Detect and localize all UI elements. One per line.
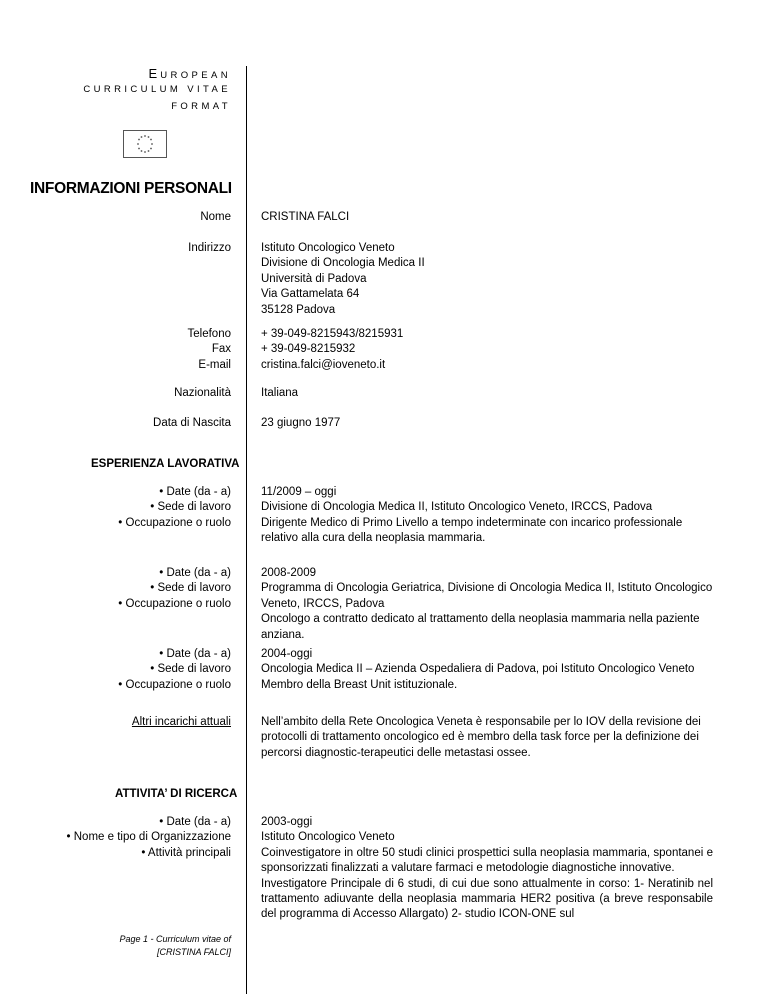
exp3-values: 2004-oggi Oncologia Medica II – Azienda Ospedaliera di Padova, poi Istituto Oncologico Veneto Membro della Breast Unit istituzionale. [261, 648, 695, 691]
exp2-label-ruolo: • Occupazione o ruolo [118, 598, 231, 610]
value-nazionalita: Italiana [261, 387, 299, 399]
column-divider [246, 66, 247, 994]
label-nazionalita: Nazionalità [174, 387, 231, 399]
exp3-labels: • Date (da - a) • Sede di lavoro • Occupazione o ruolo [118, 648, 231, 691]
label-altri-incarichi: Altri incarichi attuali [131, 716, 231, 728]
value-fax: + 39-049-8215932 [261, 343, 356, 356]
value-indirizzo: Istituto Oncologico Veneto Divisione di Oncologia Medica II Università di Padova Via Gattamelata 64 35128 Padova [261, 242, 425, 316]
label-nome: Nome [200, 211, 231, 223]
section-title-research: ATTIVITA’ DI RICERCA [115, 788, 238, 800]
exp2-values: 2008-2009 Programma di Oncologia Geriatrica, Divisione di Oncologia Medica II, Istituto Oncologico Veneto, IRCCS, Padova Oncologo a contratto dedicato al trattamento della neoplasia mammaria nella paziente anziana. [261, 567, 713, 641]
section-title-experience: ESPERIENZA LAVORATIVA [91, 458, 240, 470]
research-values: 2003-oggi Istituto Oncologico Veneto Coinvestigatore in oltre 50 studi clinici prospettici sulla neoplasia mammaria, spontanei e sponsorizzati finalizzati a valutare farmaci e metodologie diagnostiche innovative. Investigatore Principale di 6 studi, di cui due sono attualmente in corso: 1- Neratinib nel trattamento adiuvante della neoplasia mammaria HER2 positiva (a breve responsabile del programma di Accesso Allargato) 2- studio ICON-ONE sul [261, 816, 713, 921]
cv-header-line-3: FORMAT [171, 101, 231, 112]
cv-header-line-1: EUROPEAN [148, 66, 231, 81]
labels-contact: Telefono Fax E-mail [187, 328, 231, 371]
value-telefono: + 39-049-8215943/8215931 [261, 328, 404, 340]
research-labels: • Date (da - a) • Nome e tipo di Organizzazione • Attività principali [66, 816, 231, 859]
value-nome: CRISTINA FALCI [261, 211, 350, 223]
values-contact [261, 327, 713, 373]
exp1-values: 11/2009 – oggi Divisione di Oncologia Medica II, Istituto Oncologico Veneto, IRCCS, Padova Dirigente Medico di Primo Livello a tempo indeterminate con incarico professionale relativo alla cura della neoplasia mammaria. [261, 486, 683, 545]
value-altri-incarichi: Nell’ambito della Rete Oncologica Veneta è responsabile per lo IOV della revisione dei protocolli di trattamento oncologico ed è membro della task force per la definizione dei percorsi diagnostic-terapeutici delle metastasi ossee. [261, 716, 701, 759]
value-email: cristina.falci@ioveneto.it [261, 358, 386, 371]
eu-flag-icon [123, 130, 167, 158]
cv-header-line-2: CURRICULUM VITAE [83, 84, 231, 95]
label-indirizzo: Indirizzo [188, 242, 231, 254]
label-nascita: Data di Nascita [153, 417, 231, 429]
page-footer: Page 1 - Curriculum vitae of [CRISTINA FALCI] [119, 934, 231, 957]
exp1-labels: • Date (da - a) • Sede di lavoro • Occupazione o ruolo [118, 486, 231, 529]
value-nascita: 23 giugno 1977 [261, 417, 341, 429]
exp2-labels-top: • Date (da - a) • Sede di lavoro [150, 567, 231, 595]
section-title-personal: INFORMAZIONI PERSONALI [30, 180, 232, 197]
